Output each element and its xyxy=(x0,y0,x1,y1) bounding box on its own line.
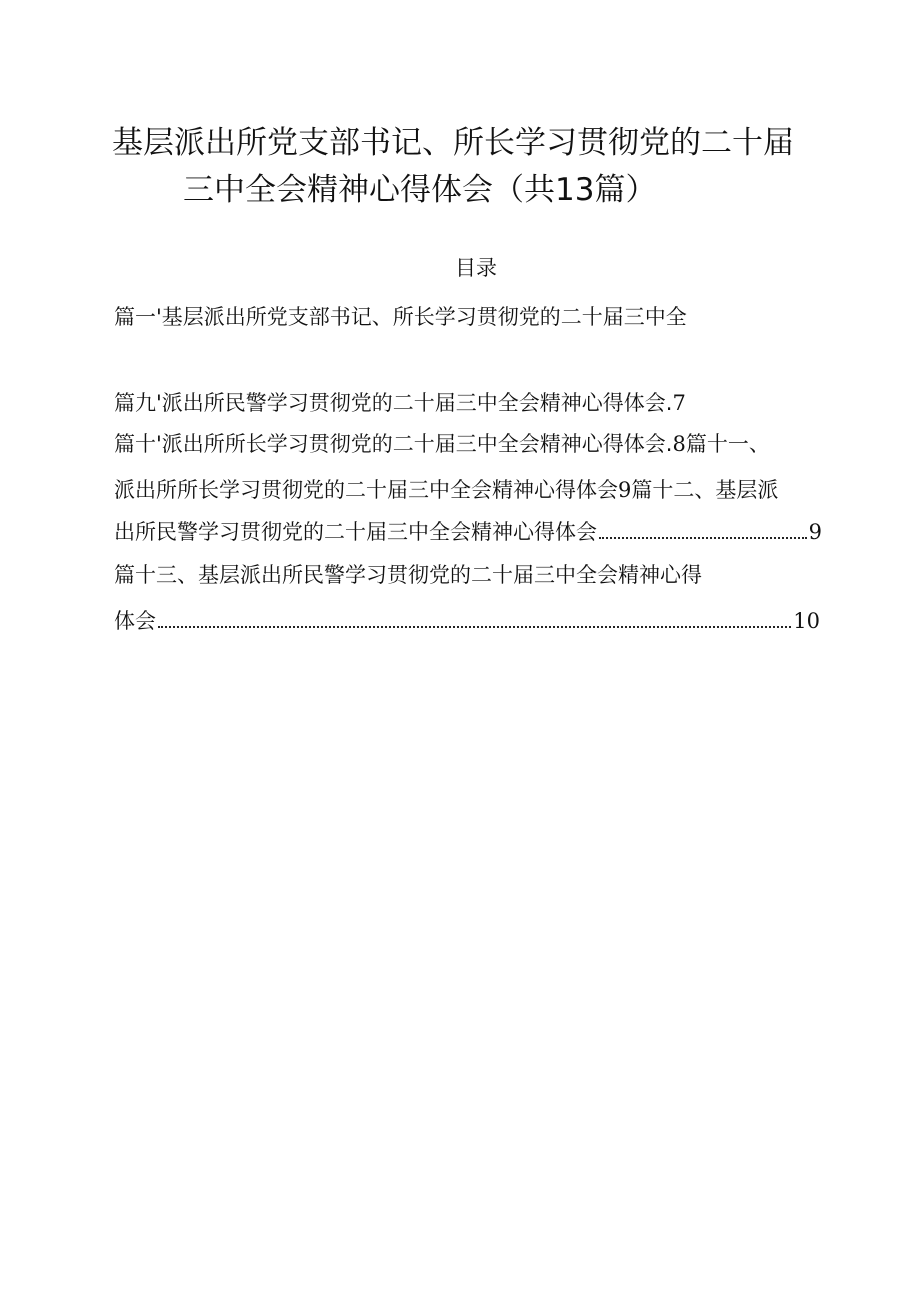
toc-entry-text: 篇十三、基层派出所民警学习贯彻党的二十届三中全会精神心得 xyxy=(114,563,702,587)
toc-entry-text: 篇十'派出所所长学习贯彻党的二十届三中全会精神心得体会. xyxy=(114,432,673,456)
toc-entry-page-number: 9 xyxy=(618,478,632,502)
toc-entry-text-continuation: 篇十二、基层派 xyxy=(631,478,779,502)
toc-entry-1[interactable] xyxy=(114,303,687,331)
toc-heading: 目录 xyxy=(455,256,497,280)
toc-entry-page-number: 7 xyxy=(672,391,686,415)
toc-entry-9[interactable] xyxy=(114,389,686,417)
dot-leader xyxy=(158,626,791,628)
dot-leader xyxy=(599,537,807,539)
document-title-line-1: 基层派出所党支部书记、所长学习贯彻党的二十届 xyxy=(112,125,794,161)
toc-entry-text-continuation: 篇十一、 xyxy=(685,432,770,456)
toc-entry-11[interactable] xyxy=(114,476,778,504)
toc-entry-page-number: 8 xyxy=(672,432,686,456)
toc-entry-10[interactable] xyxy=(114,430,770,458)
toc-entry-text: 出所民警学习贯彻党的二十届三中全会精神心得体会 xyxy=(114,520,597,544)
toc-entry-13-continuation[interactable] xyxy=(114,607,820,635)
toc-entry-13[interactable] xyxy=(114,561,702,589)
toc-entry-12[interactable] xyxy=(114,518,822,546)
toc-entry-text: 派出所所长学习贯彻党的二十届三中全会精神心得体会 xyxy=(114,478,618,502)
toc-entry-page-number: 9 xyxy=(808,520,822,544)
toc-entry-page-number: 10 xyxy=(793,609,820,633)
toc-entry-text: 篇一'基层派出所党支部书记、所长学习贯彻党的二十届三中全 xyxy=(114,305,687,329)
document-title-line-2: 三中全会精神心得体会（共13篇） xyxy=(183,172,657,208)
toc-entry-text: 体会 xyxy=(114,609,156,633)
toc-entry-text: 篇九'派出所民警学习贯彻党的二十届三中全会精神心得体会. xyxy=(114,391,673,415)
